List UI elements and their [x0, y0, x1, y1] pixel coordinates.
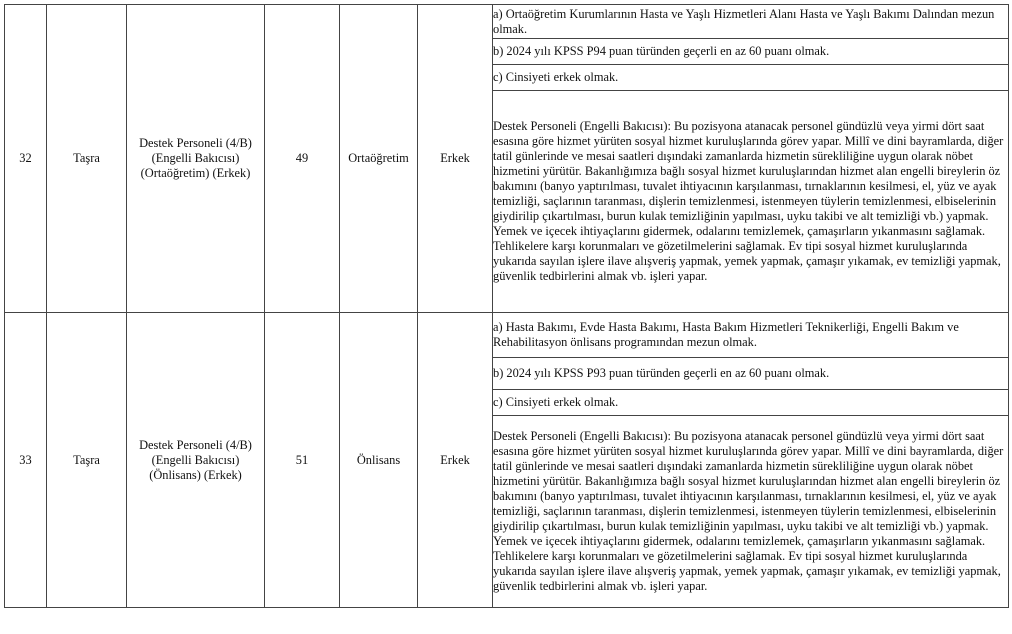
requirement-cell: a) Hasta Bakımı, Evde Hasta Bakımı, Hasta Bakım Hizmetleri Teknikerliği, Engelli Bakım ve Rehabilitasyon önlisans programından mezun olmak. — [493, 313, 1009, 358]
position-title-cell — [127, 5, 265, 313]
row-number: 33 — [5, 313, 47, 608]
gender-cell: Erkek — [418, 313, 493, 608]
education-level-cell: Ortaöğretim — [340, 5, 418, 313]
position-title-line: Destek Personeli (4/B) — [139, 437, 252, 452]
requirement-cell: c) Cinsiyeti erkek olmak. — [493, 65, 1009, 91]
table-row — [5, 313, 1009, 358]
position-count-cell: 49 — [265, 5, 340, 313]
requirement-cell: b) 2024 yılı KPSS P93 puan türünden geçerli en az 60 puanı olmak. — [493, 358, 1009, 390]
job-description-cell: Destek Personeli (Engelli Bakıcısı): Bu pozisyona atanacak personel gündüzlü veya yirmi dört saat esasına göre hizmet yürüten sosyal hizmet kuruluşlarında görev yapar. Millî ve dini bayramlarda, diğer tatil günlerinde ve mesai saatleri dışındaki zamanlarda hizmetin sürekliliğine uygun olarak nöbet hizmetini yürütür. Bakanlığımıza bağlı sosyal hizmet kuruluşlarından hizmet alan engelli bireylerin öz bakımını (banyo yaptırılması, tuvalet ihtiyacının karşılanması, tırnaklarının kesilmesi, el, yüz ve ayak temizliği, saçlarının taranması, dişlerin temizlenmesi, istenmeyen tüylerin temizlenmesi, elbiselerinin giydirilip çıkartılması, burun kulak temizliğinin yapılması, uyku takibi ve alt temizliği vb.) yapmak. Yemek ve içecek ihtiyaçlarını gidermek, odalarını temizlemek, çamaşırların yıkanmasını sağlamak. Tehlikelere karşı korunmaları ve gözetilmelerini sağlamak. Ev tipi sosyal hizmet kuruluşlarında yukarıda sayılan işlere ilave alışveriş yapmak, yemek yapmak, çamaşır yıkamak, ev temizliği yapmak, güvenlik tedbirlerini almak vb. işleri yapar. — [493, 416, 1009, 608]
position-title-line: (Engelli Bakıcısı) — [151, 151, 240, 165]
row-number: 32 — [5, 5, 47, 313]
requirement-cell: a) Ortaöğretim Kurumlarının Hasta ve Yaşlı Hizmetleri Alanı Hasta ve Yaşlı Bakımı Dalından mezun olmak. — [493, 5, 1009, 39]
gender-cell: Erkek — [418, 5, 493, 313]
position-title-cell — [127, 313, 265, 608]
requirement-cell: c) Cinsiyeti erkek olmak. — [493, 390, 1009, 416]
table-row — [5, 5, 1009, 39]
position-title-line: (Engelli Bakıcısı) — [151, 452, 240, 467]
job-description-cell: Destek Personeli (Engelli Bakıcısı): Bu pozisyona atanacak personel gündüzlü veya yirmi dört saat esasına göre hizmet yürüten sosyal hizmet kuruluşlarında görev yapar. Millî ve dini bayramlarda, diğer tatil günlerinde ve mesai saatleri dışındaki zamanlarda hizmetin sürekliliğine uygun olarak nöbet hizmetini yürütür. Bakanlığımıza bağlı sosyal hizmet kuruluşlarından hizmet alan engelli bireylerin öz bakımını (banyo yaptırılması, tuvalet ihtiyacının karşılanması, tırnaklarının kesilmesi, el, yüz ve ayak temizliği, saçlarının taranması, dişlerin temizlenmesi, istenmeyen tüylerin temizlenmesi, elbiselerinin giydirilip çıkartılması, burun kulak temizliğinin yapılması, uyku takibi ve alt temizliği vb.) yapmak. Yemek ve içecek ihtiyaçlarını gidermek, odalarını temizlemek, çamaşırların yıkanmasını sağlamak. Tehlikelere karşı korunmaları ve gözetilmelerini sağlamak. Ev tipi sosyal hizmet kuruluşlarında yukarıda sayılan işlere ilave alışveriş yapmak, yemek yapmak, çamaşır yıkamak, ev temizliği yapmak, güvenlik tedbirlerini almak vb. işleri yapar. — [493, 91, 1009, 313]
education-level-cell: Önlisans — [340, 313, 418, 608]
location-cell: Taşra — [47, 5, 127, 313]
position-table — [4, 4, 1009, 608]
requirement-cell: b) 2024 yılı KPSS P94 puan türünden geçerli en az 60 puanı olmak. — [493, 39, 1009, 65]
position-title-line: (Ortaöğretim) (Erkek) — [140, 166, 251, 180]
position-title-line: (Önlisans) (Erkek) — [149, 467, 242, 482]
position-title-line: Destek Personeli (4/B) — [139, 136, 252, 150]
position-count-cell: 51 — [265, 313, 340, 608]
location-cell: Taşra — [47, 313, 127, 608]
